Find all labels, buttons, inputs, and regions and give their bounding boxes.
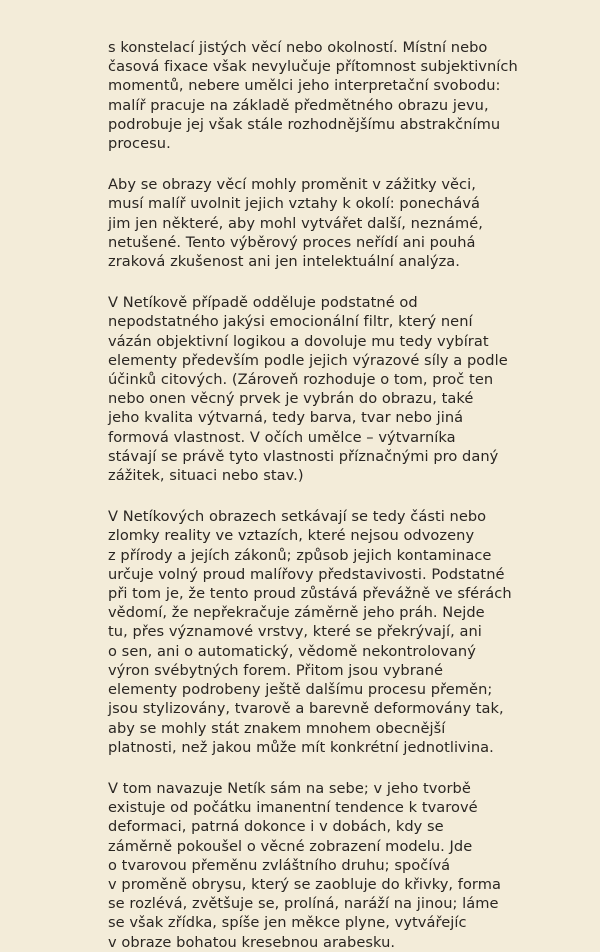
paragraph-3: [108, 293, 560, 485]
paragraph-1: [108, 38, 560, 153]
text-line: v obraze bohatou kresebnou arabesku.: [108, 933, 396, 951]
text-line: stávají se právě tyto vlastnosti příznačnými pro daný: [108, 447, 499, 465]
text-line: zážitek, situaci nebo stav.): [108, 467, 304, 485]
text-line: nebo onen věcný prvek je vybrán do obrazu, také: [108, 390, 474, 408]
text-line: jsou stylizovány, tvarově a barevně deformovány tak,: [108, 700, 504, 718]
text-line: účinků citových. (Zároveň rozhoduje o tom, proč ten: [108, 371, 494, 389]
text-line: nepodstatného jakýsi emocionální filtr, který není: [108, 313, 473, 331]
text-line: s konstelací jistých věcí nebo okolností. Místní nebo: [108, 39, 488, 56]
text-line: V tom navazuje Netík sám na sebe; v jeho tvorbě: [108, 779, 471, 797]
text-line: se rozlévá, zvětšuje se, prolíná, naráží na jinou; láme: [108, 895, 499, 913]
text-line: časová fixace však nevylučuje přítomnost subjektivních: [108, 58, 518, 76]
text-line: v proměně obrysu, který se zaobluje do křivky, forma: [108, 875, 501, 893]
text-line: o tvarovou přeměnu zvláštního druhu; spočívá: [108, 856, 451, 874]
text-line: deformaci, patrná dokonce i v dobách, kdy se: [108, 818, 444, 836]
text-line: se však zřídka, spíše jen měkce plyne, vytvářejíc: [108, 914, 467, 932]
text-line: V Netíkových obrazech setkávají se tedy části nebo: [108, 508, 487, 526]
text-line: jim jen některé, aby mohl vytvářet další, neznámé,: [108, 214, 483, 232]
text-line: určuje volný proud malířovy představivosti. Podstatné: [108, 565, 505, 583]
text-line: momentů, nebere umělci jeho interpretační svobodu:: [108, 77, 501, 95]
text-line: vědomí, že nepřekračuje záměrně jeho práh. Nejde: [108, 604, 485, 622]
text-line: Aby se obrazy věcí mohly proměnit v zážitky věci,: [108, 176, 476, 194]
text-line: jeho kvalita výtvarná, tedy barva, tvar nebo jiná: [108, 409, 464, 427]
text-line: vázán objektivní logikou a dovoluje mu tedy vybírat: [108, 332, 489, 350]
text-line: V Netíkově případě odděluje podstatné od: [108, 294, 418, 312]
text-line: netušené. Tento výběrový proces neřídí ani pouhá: [108, 233, 476, 251]
text-line: existuje od počátku imanentní tendence k tvarové: [108, 799, 478, 817]
text-line: tu, přes významové vrstvy, které se překrývají, ani: [108, 623, 482, 641]
text-line: formová vlastnost. V očích umělce – výtvarníka: [108, 428, 456, 446]
text-line: elementy především podle jejich výrazové síly a podle: [108, 351, 508, 369]
text-line: záměrně pokoušel o věcné zobrazení modelu. Jde: [108, 837, 473, 855]
text-line: platnosti, než jakou může mít konkrétní jednotlivina.: [108, 738, 494, 756]
text-line: aby se mohly stát znakem mnohem obecnější: [108, 719, 446, 737]
text-line: podrobuje jej však stále rozhodnějšímu abstrakčnímu: [108, 115, 501, 133]
text-line: zlomky reality ve vztazích, které nejsou odvozeny: [108, 527, 475, 545]
text-line: elementy podrobeny ještě dalšímu procesu přeměn;: [108, 681, 493, 699]
text-line: musí malíř uvolnit jejich vztahy k okolí: ponechává: [108, 195, 481, 213]
paragraph-5: [108, 779, 560, 952]
paragraph-2: [108, 175, 560, 271]
text-line: z přírody a jejích zákonů; způsob jejich kontaminace: [108, 546, 492, 564]
text-line: malíř pracuje na základě předmětného obrazu jevu,: [108, 96, 489, 114]
text-line: o sen, ani o automatický, vědomě nekontrolovaný: [108, 642, 476, 660]
text-line: při tom je, že tento proud zůstává převážně ve sférách: [108, 585, 512, 603]
text-line: zraková zkušenost ani jen intelektuální analýza.: [108, 253, 460, 271]
paragraph-4: [108, 507, 560, 757]
text-line: procesu.: [108, 135, 171, 153]
text-line: výron svébytných forem. Přitom jsou vybrané: [108, 661, 444, 679]
